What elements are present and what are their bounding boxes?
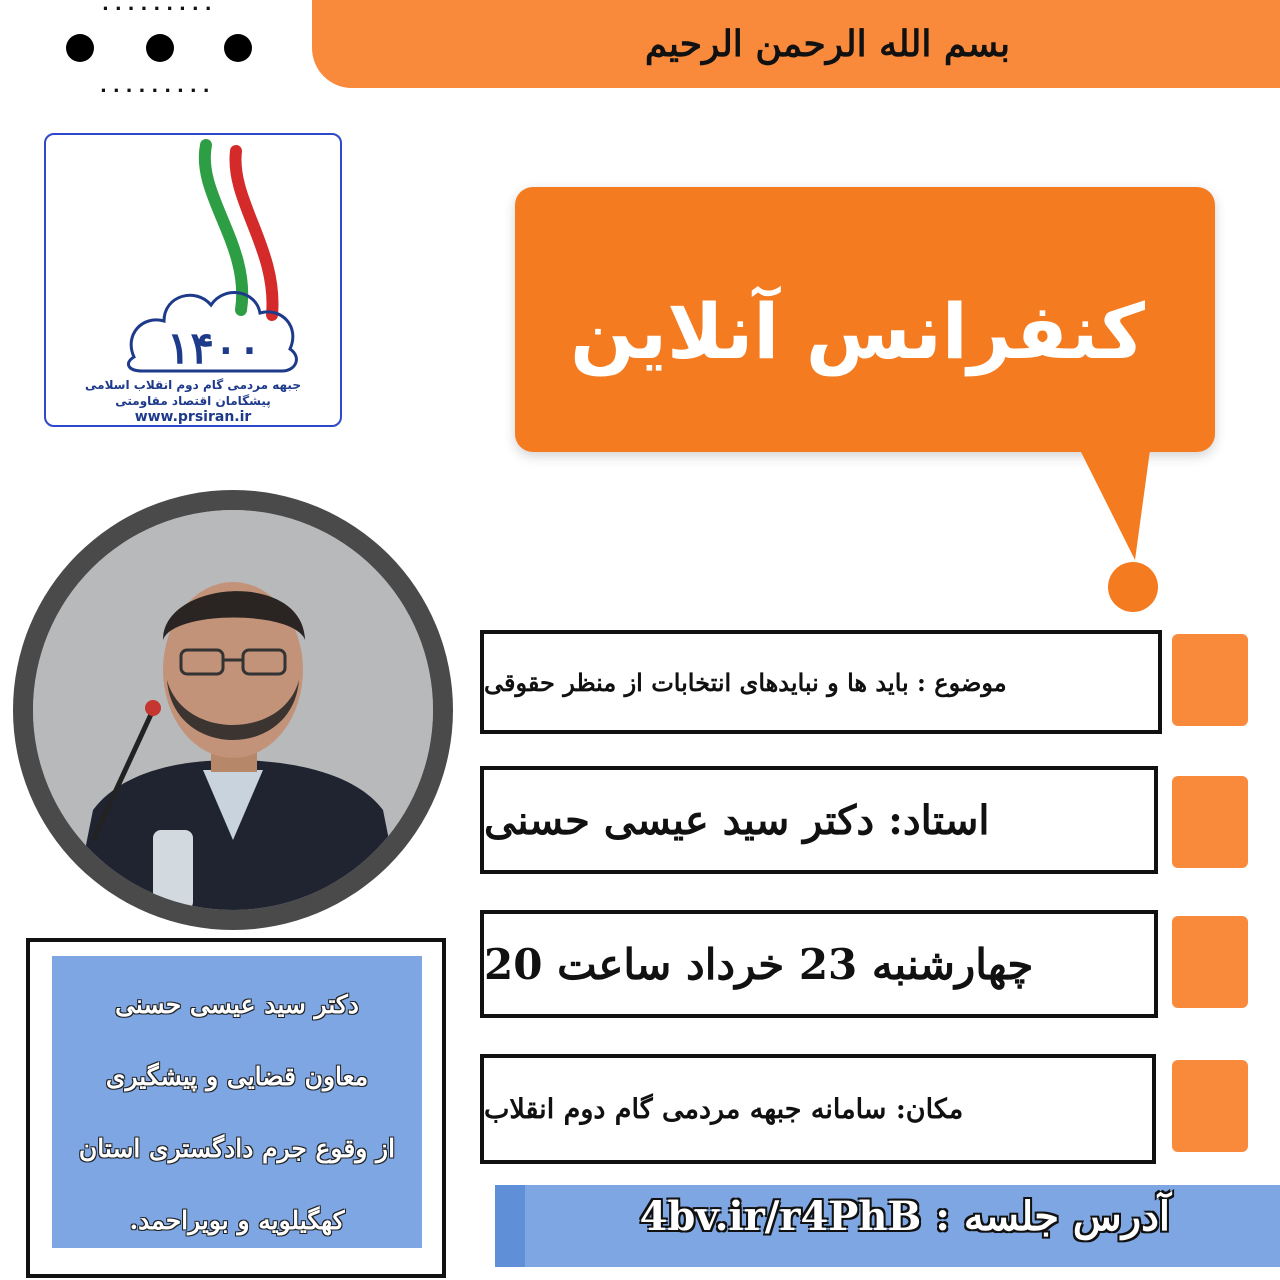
big-dot-2 [146, 34, 174, 62]
topic-box [480, 630, 1162, 734]
big-dot-1 [66, 34, 94, 62]
address-bar-accent [495, 1185, 525, 1267]
big-dot-3 [224, 34, 252, 62]
bio-box [26, 938, 446, 1278]
logo-line-1: جبهه مردمی گام دوم انقلاب اسلامی [85, 378, 301, 392]
session-address[interactable]: آدرس جلسه : 4bv.ir/r4PhB [639, 1193, 1170, 1240]
address-bar [495, 1185, 1280, 1267]
logo-website: www.prsiran.ir [134, 409, 252, 425]
bio-line-4: کهگیلویه و بویراحمد. [129, 1206, 345, 1235]
speaker-box [480, 766, 1158, 874]
topic-text: موضوع : باید ها و نبایدهای انتخابات از منظر حقوقی [484, 667, 1007, 697]
bio-panel [52, 956, 422, 1248]
topic-marker [1172, 634, 1248, 726]
bubble-tail-icon [1040, 440, 1160, 620]
speech-bubble [515, 187, 1215, 452]
speaker-portrait-icon [33, 510, 433, 910]
top-banner [312, 0, 1280, 88]
bubble-title: کنفرانس آنلاین [570, 287, 1145, 376]
bio-line-2: معاون قضایی و پیشگیری [105, 1062, 369, 1091]
bio-line-3: از وقوع جرم دادگستری استان [78, 1134, 396, 1163]
logo-line-2: پیشگامان اقتصاد مقاومتی [115, 394, 271, 408]
flag-1400-logo-icon [46, 135, 344, 375]
datetime-marker [1172, 916, 1248, 1008]
location-text: مکان: سامانه جبهه مردمی گام دوم انقلاب [484, 1093, 964, 1125]
svg-text:۱۴۰۰: ۱۴۰۰ [166, 323, 262, 374]
speaker-marker [1172, 776, 1248, 868]
bio-line-1: دکتر سید عیسی حسنی [115, 990, 359, 1019]
dots-top-row: ......... [102, 0, 218, 15]
header-title: بسم الله الرحمن الرحیم [644, 23, 1010, 65]
location-marker [1172, 1060, 1248, 1152]
speaker-text: استاد: دکتر سید عیسی حسنی [484, 796, 990, 844]
location-box [480, 1054, 1156, 1164]
datetime-box [480, 910, 1158, 1018]
logo-card [44, 133, 342, 427]
speaker-photo [33, 510, 433, 910]
dots-bottom-row: ......... [100, 76, 216, 97]
datetime-text: چهارشنبه 23 خرداد ساعت 20 [484, 939, 1034, 989]
